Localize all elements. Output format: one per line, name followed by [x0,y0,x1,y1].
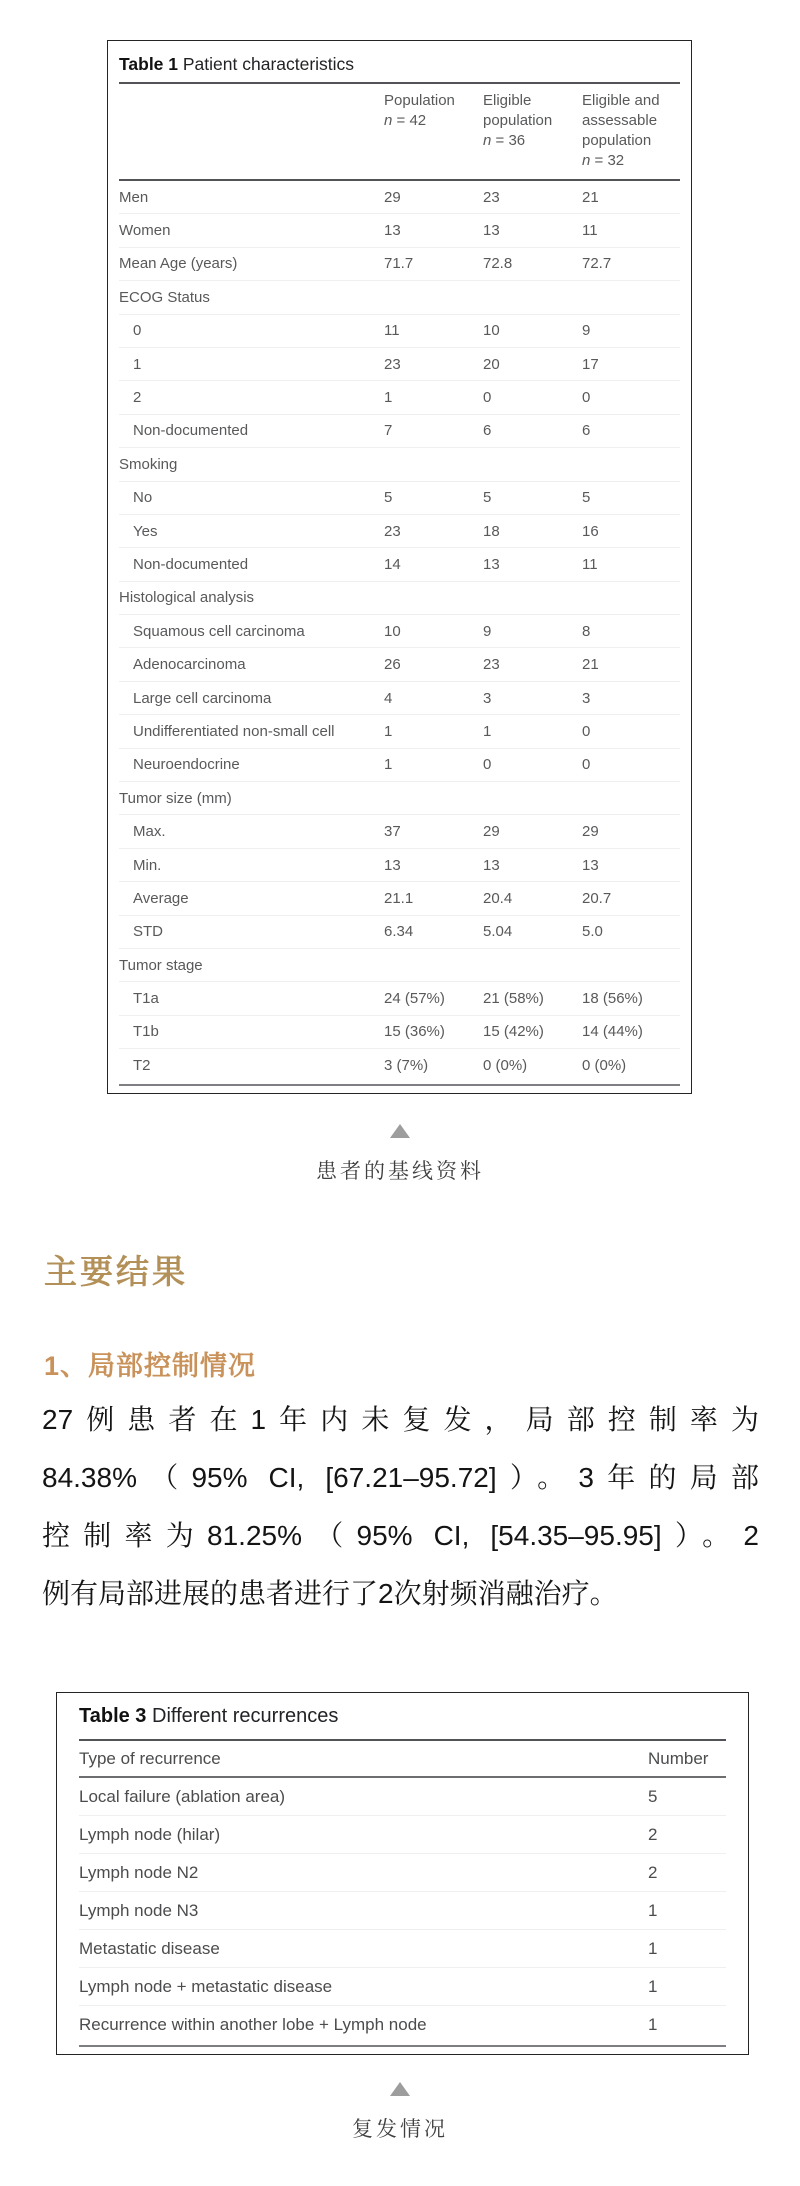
row-value: 1 [648,1976,658,1996]
table-row [119,1016,680,1049]
row-value: 0 [582,722,591,740]
row-label: Max. [133,823,166,841]
row-value: 0 (0%) [582,1057,627,1075]
table-row [79,1930,726,1968]
table-row [119,248,680,281]
row-value: 6.34 [384,923,414,941]
row-value: 1 [648,1900,658,1920]
row-label: Lymph node (hilar) [79,1824,221,1844]
table-row [119,815,680,848]
row-value: 13 [483,555,500,573]
table1-bottom-rule [119,1084,680,1086]
row-value: 21 [582,656,599,674]
row-value: 23 [384,355,401,373]
row-value: 13 [483,222,500,240]
row-label: T1a [133,990,159,1008]
table-row [79,1892,726,1930]
row-value: 0 (0%) [483,1057,528,1075]
column-header-line: n = 32 [582,152,625,169]
subsection-heading: 1、局部控制情况 [44,1351,257,1381]
paragraph-line: 控制率为81.25%（95% CI, [54.35–95.95]）。2 [42,1520,759,1551]
row-value: 15 (36%) [384,1023,445,1041]
table-row [119,648,680,681]
results-paragraph [42,1391,759,1623]
table3-bottom-rule [79,2045,726,2047]
table1-figure [107,40,692,1094]
row-label: Lymph node N2 [79,1862,199,1882]
row-value: 4 [384,689,393,707]
table-row [119,682,680,715]
row-value: 9 [582,322,591,340]
table3-header-number: Number [648,1748,709,1768]
row-value: 37 [384,823,401,841]
row-label: Men [119,188,149,206]
row-value: 10 [483,322,500,340]
table-row [79,2006,726,2044]
paragraph-line: 84.38%（95% CI, [67.21–95.72]）。3年的局部 [42,1462,759,1493]
row-value: 9 [483,622,492,640]
row-value: 6 [582,422,591,440]
row-value: 3 [483,689,492,707]
table1-header-stub [119,91,384,179]
table1-column-header-3 [582,91,680,179]
row-value: 23 [483,188,500,206]
row-value: 3 [582,689,591,707]
n-italic: n [384,112,393,129]
row-value: 1 [384,722,393,740]
row-value: 0 [582,756,591,774]
table-row [119,916,680,949]
row-value: 1 [483,722,492,740]
table-row [119,949,680,982]
row-value: 24 (57%) [384,990,445,1008]
row-value: 72.7 [582,255,612,273]
table-row [79,1816,726,1854]
row-label: Lymph node + metastatic disease [79,1976,333,1996]
row-label: 0 [133,322,142,340]
table1-column-header-1 [384,91,483,179]
row-value: 13 [582,856,599,874]
paragraph-line: 例有局部进展的患者进行了2次射频消融治疗。 [42,1578,618,1609]
row-label: Min. [133,856,162,874]
row-value: 8 [582,622,591,640]
row-label: Histological analysis [119,589,255,607]
table3-figure [56,1692,749,2055]
row-label: Mean Age (years) [119,255,238,273]
row-value: 5.0 [582,923,603,941]
table-row [119,315,680,348]
row-label: ECOG Status [119,288,210,306]
column-header-line: Eligible [483,92,532,109]
row-label: STD [133,923,163,941]
table-row [119,715,680,748]
row-value: 5 [483,489,492,507]
row-value: 1 [384,389,393,407]
table-row [119,515,680,548]
column-header-line: population [582,132,652,149]
row-value: 21.1 [384,889,414,907]
row-label: Smoking [119,455,178,473]
row-value: 18 [483,522,500,540]
table-row [79,1778,726,1816]
row-value: 11 [384,322,400,340]
row-value: 15 (42%) [483,1023,544,1041]
table3-title [79,1693,726,1741]
table-row [119,749,680,782]
table-row [79,1854,726,1892]
table-row [119,615,680,648]
n-italic: n [483,132,492,149]
row-label: Recurrence within another lobe + Lymph node [79,2015,427,2034]
table-row [119,882,680,915]
column-header-line: Population [384,92,455,109]
table1-caption [0,1124,800,1185]
row-value: 23 [483,656,500,674]
table1-title-label: Table 1 [119,54,179,74]
table-row [119,214,680,247]
n-italic: n [582,152,591,169]
table-row [119,1049,680,1082]
row-value: 14 (44%) [582,1023,643,1041]
row-value: 21 (58%) [483,990,544,1008]
row-value: 10 [384,622,401,640]
row-label: Lymph node N3 [79,1900,199,1920]
table1-title [119,41,680,84]
paragraph-line: 27例患者在1年内未复发，局部控制率为 [42,1404,759,1435]
row-value: 3 (7%) [384,1057,429,1075]
table-row [119,448,680,481]
row-label: 2 [133,389,142,407]
row-value: 13 [384,856,401,874]
row-value: 0 [582,389,591,407]
row-label: Adenocarcinoma [133,656,246,674]
table3-body [79,1778,726,2044]
table-row [119,982,680,1015]
row-label: T2 [133,1057,151,1075]
row-value: 16 [582,522,599,540]
table-row [119,348,680,381]
table-row [119,849,680,882]
table1-body [119,181,680,1083]
row-value: 1 [648,1938,658,1958]
row-value: 13 [483,856,500,874]
table3-column-headers [79,1741,726,1778]
table1-column-headers [119,84,680,181]
row-value: 11 [582,222,598,240]
table1-title-text: Patient characteristics [178,54,355,74]
table-row [119,782,680,815]
table-row [119,415,680,448]
row-value: 20.7 [582,889,612,907]
row-value: 18 (56%) [582,990,643,1008]
row-value: 72.8 [483,255,513,273]
table-row [79,1968,726,2006]
triangle-up-icon [390,1124,410,1138]
row-label: Neuroendocrine [133,756,240,774]
row-label: Undifferentiated non-small cell [133,722,335,740]
row-label: 1 [133,355,142,373]
row-value: 5 [648,1786,658,1806]
table3-caption-text: 复发情况 [352,2118,448,2141]
section-heading: 主要结果 [44,1252,188,1291]
table-row [119,482,680,515]
column-header-line: assessable [582,112,658,129]
row-value: 0 [483,389,492,407]
row-value: 13 [384,222,401,240]
row-value: 11 [582,555,598,573]
table-row [119,281,680,314]
row-value: 20.4 [483,889,513,907]
row-label: T1b [133,1023,159,1041]
row-value: 1 [648,2015,658,2034]
row-value: 1 [384,756,393,774]
row-value: 20 [483,355,500,373]
row-value: 23 [384,522,401,540]
row-label: Non-documented [133,422,249,440]
row-label: Squamous cell carcinoma [133,622,305,640]
row-value: 14 [384,555,401,573]
table-row [119,381,680,414]
table-row [119,582,680,615]
column-header-line: Eligible and [582,92,660,109]
row-value: 71.7 [384,255,414,273]
row-value: 2 [648,1824,658,1844]
row-label: Metastatic disease [79,1938,220,1958]
row-label: Women [119,222,171,240]
column-header-line: population [483,112,553,129]
row-label: Large cell carcinoma [133,689,272,707]
row-value: 26 [384,656,401,674]
row-value: 0 [483,756,492,774]
row-label: No [133,489,153,507]
table1-column-header-2 [483,91,582,179]
row-label: Tumor stage [119,956,203,974]
row-label: Yes [133,522,158,540]
row-value: 29 [483,823,500,841]
row-value: 5 [582,489,591,507]
column-header-line: n = 36 [483,132,526,149]
row-label: Tumor size (mm) [119,789,232,807]
row-value: 6 [483,422,492,440]
row-value: 2 [648,1862,658,1882]
row-value: 17 [582,355,599,373]
table3-caption [0,2082,800,2143]
row-label: Non-documented [133,555,249,573]
row-value: 5.04 [483,923,513,941]
table-row [119,181,680,214]
table1-caption-text: 患者的基线资料 [316,1160,484,1183]
table-row [119,548,680,581]
row-label: Average [133,889,189,907]
column-header-line: n = 42 [384,112,427,129]
row-value: 7 [384,422,393,440]
row-label: Local failure (ablation area) [79,1786,286,1806]
row-value: 29 [384,188,401,206]
row-value: 5 [384,489,393,507]
table3-title-label: Table 3 [79,1705,147,1727]
row-value: 29 [582,823,599,841]
row-value: 21 [582,188,599,206]
table3-title-text: Different recurrences [146,1705,339,1727]
triangle-up-icon [390,2082,410,2096]
table3-header-type: Type of recurrence [79,1748,221,1768]
